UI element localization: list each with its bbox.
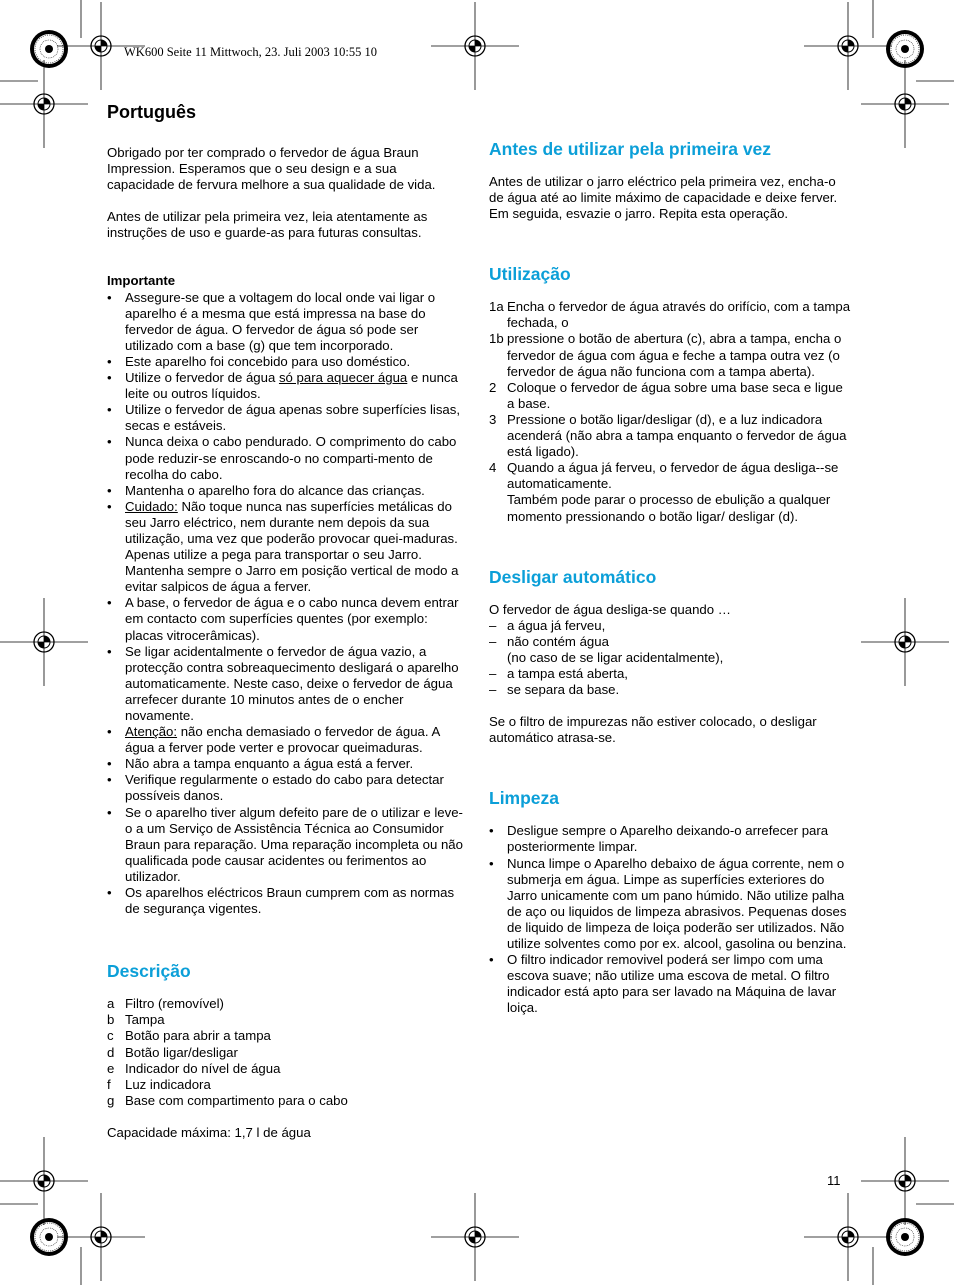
list-item: 4 Quando a água já ferveu, o fervedor de água desliga--se automaticamente.: [489, 460, 839, 492]
intro-paragraph: Antes de utilizar pela primeira vez, leia atentamente as instruções de uso e guarde-as para futuras consultas.: [107, 209, 428, 241]
cleaning-list: [489, 823, 851, 1016]
list-item: • Utilize o fervedor de água apenas sobre superfícies lisas, secas e estáveis.: [107, 402, 467, 434]
page-number: 11: [827, 1173, 841, 1188]
list-item: 2 Coloque o fervedor de água sobre uma base seca e ligue a base.: [489, 379, 843, 411]
print-slug: WK600 Seite 11 Mittwoch, 23. Juli 2003 10:55 10: [124, 45, 377, 59]
list-item: f Luz indicadora: [107, 1076, 211, 1092]
section-heading-desligar: Desligar automático: [489, 566, 657, 587]
language-title: Português: [107, 102, 197, 122]
auto-off-list: [489, 618, 851, 698]
list-item: c Botão para abrir a tampa: [107, 1028, 271, 1044]
list-item: – a água já ferveu,: [489, 617, 606, 633]
section-heading-limpeza: Limpeza: [489, 788, 560, 809]
item-text: e nunca leite ou outros líquidos.: [125, 370, 458, 402]
left-column: [107, 101, 467, 1141]
description-list: [107, 996, 467, 1109]
auto-off-paragraph: Se o filtro de impurezas não estiver colocado, o desligar automático atrasa-se.: [489, 714, 817, 746]
list-item: • O filtro indicador removivel poderá ser limpo com uma escova suave; não utilize uma escova de metal. O filtro indicador está apto para ser lavado na Máquina de lavar loiça.: [489, 952, 851, 1016]
underlined-text: Atenção:: [125, 724, 178, 740]
list-item: [107, 499, 467, 596]
list-item: • Se ligar acidentalmente o fervedor de água vazio, a protecção contra sobreaquecimento desligará o aparelho automaticamente. Neste caso, deixe o fervedor de água arrefecer durante 10 minutos antes de o encher novamente.: [107, 644, 467, 724]
list-item: • Os aparelhos eléctricos Braun cumprem com as normas de segurança vigentes.: [107, 885, 467, 917]
list-item: • Verifique regularmente o estado do cabo para detectar possíveis danos.: [107, 772, 467, 804]
important-list: [107, 290, 467, 918]
list-item: • A base, o fervedor de água e o cabo nunca devem entrar em contacto com superfícies quentes (por exemplo: placas vitrocerâmicas).: [107, 595, 467, 643]
list-item: • Desligue sempre o Aparelho deixando-o arrefecer para posteriormente limpar.: [489, 823, 851, 855]
item-text: Utilize o fervedor de água: [125, 370, 279, 386]
list-item: – não contém água (no caso de se ligar acidentalmente),: [489, 633, 724, 665]
list-item: • Se o aparelho tiver algum defeito pare de o utilizar e leve-o a um Serviço de Assistência Técnica ao Consumidor Braun para reparação. Uma reparação incompleta ou não qualificada pode causar acidentes ou ferimentos ao utilizador.: [107, 805, 467, 885]
list-item: Também pode parar o processo de ebulição a qualquer momento pressionando o botão ligar/ desligar (d).: [507, 492, 831, 524]
list-item: d Botão ligar/desligar: [107, 1044, 238, 1060]
section-heading-first-use: Antes de utilizar pela primeira vez: [489, 139, 772, 159]
list-item: • Este aparelho foi concebido para uso doméstico.: [107, 354, 467, 370]
list-item: – se separa da base.: [489, 682, 620, 698]
intro-paragraph: Obrigado por ter comprado o fervedor de água Braun Impression. Esperamos que o seu design e a sua capacidade de fervura melhore a sua qualidade de vida.: [107, 145, 436, 193]
item-text: Não toque nunca nas superfícies metálicas do seu Jarro eléctrico, nem durante nem depois da sua utilização, uma vez que poderão provocar quei-maduras. Apenas utilize a pega para transportar o seu Jarro. Mantenha sempre o Jarro em posição vertical de modo a evitar salpicos de água a ferver.: [125, 498, 459, 595]
item-text: não encha demasiado o fervedor de água. A água a ferver pode verter e provocar queimaduras.: [125, 724, 440, 756]
underlined-text: Cuidado:: [125, 498, 178, 514]
list-item: 1b pressione o botão de abertura (c), abra a tampa, encha o fervedor de água com água e feche a tampa outra vez (o fervedor de água não funciona com a tampa aberta).: [489, 331, 842, 379]
list-item: [107, 370, 467, 402]
section-heading-descricao: Descrição: [107, 961, 191, 982]
important-heading: Importante: [107, 273, 176, 289]
underlined-text: só para aquecer água: [278, 370, 408, 386]
auto-off-intro: O fervedor de água desliga-se quando …: [489, 601, 731, 617]
section-heading-utilizacao: Utilização: [489, 264, 571, 285]
list-item: g Base com compartimento para o cabo: [107, 1092, 348, 1108]
first-use-paragraph: Antes de utilizar o jarro eléctrico pela primeira vez, encha-o de água até ao limite máximo de capacidade e deixe ferver. Em seguida, esvazie o jarro. Repita esta operação.: [489, 174, 838, 222]
capacity-text: Capacidade máxima: 1,7 l de água: [107, 1124, 311, 1140]
list-item: • Nunca deixa o cabo pendurado. O comprimento do cabo pode reduzir-se enroscando-o no comparti-mento de recolha do cabo.: [107, 434, 467, 482]
list-item: – a tampa está aberta,: [489, 665, 628, 681]
list-item: a Filtro (removível): [107, 996, 224, 1012]
list-item: • Nunca limpe o Aparelho debaixo de água corrente, nem o submerja em água. Limpe as superfícies exteriores do Jarro unicamente com um pano húmido. Não utilize palha de aço ou liquidos de limpeza abrasivos. Pequenas doses de liquido de limpeza de loiça poderão ser utilizados. Não utilize solventes como por ex. alcool, gasolina ou benzina.: [489, 856, 851, 953]
right-column: [489, 137, 851, 1016]
list-item: • Não abra a tampa enquanto a água está a ferver.: [107, 756, 467, 772]
list-item: 3 Pressione o botão ligar/desligar (d), e a luz indicadora acenderá (não abra a tampa enquanto o fervedor de água está ligado).: [489, 411, 847, 460]
list-item: • Mantenha o aparelho fora do alcance das crianças.: [107, 483, 467, 499]
list-item: 1a Encha o fervedor de água através do orifício, com a tampa fechada, o: [489, 299, 851, 331]
list-item: e Indicador do nível de água: [107, 1060, 281, 1076]
list-item: [107, 724, 467, 756]
list-item: b Tampa: [107, 1012, 165, 1028]
usage-list: [489, 299, 851, 524]
list-item: • Assegure-se que a voltagem do local onde vai ligar o aparelho é a mesma que está impressa na base do fervedor de água. O fervedor de água só pode ser utilizado com a base (g) que tem incorporado.: [107, 290, 467, 354]
